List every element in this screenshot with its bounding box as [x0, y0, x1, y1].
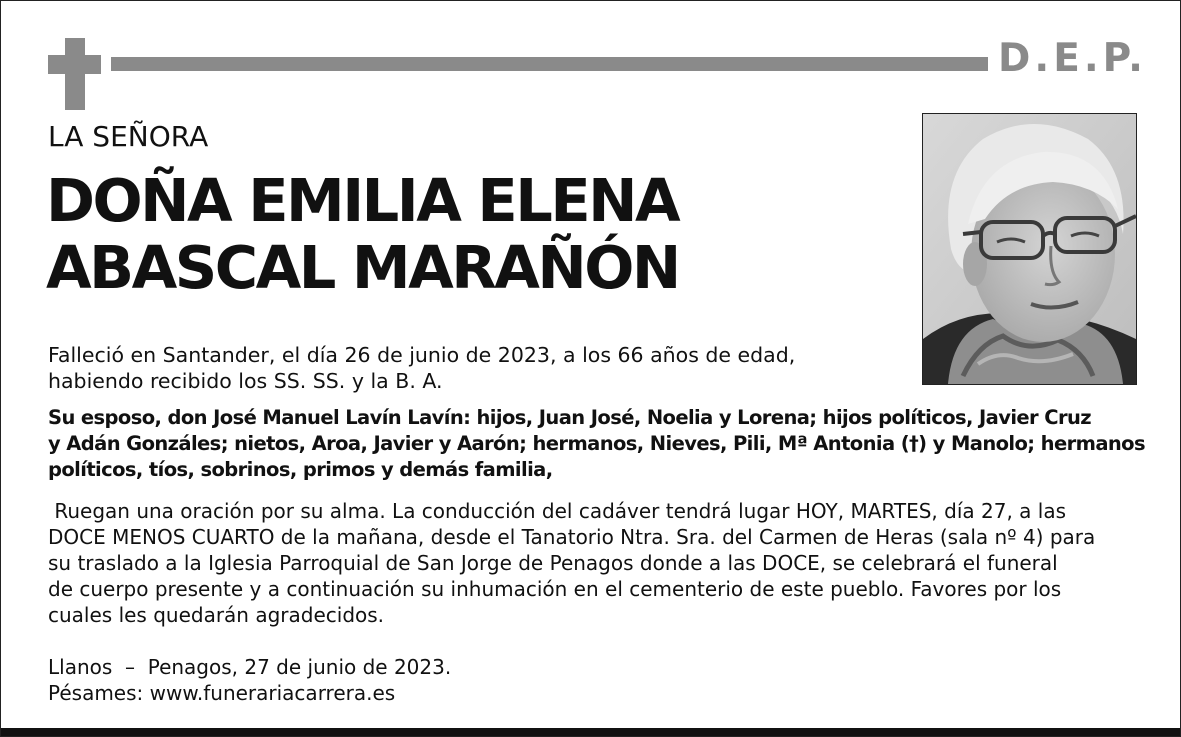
cross-vertical-bar	[65, 38, 85, 110]
death-notice	[48, 342, 795, 394]
place-date: Llanos – Penagos, 27 de junio de 2023.	[48, 655, 452, 679]
ceremony-details	[48, 498, 1095, 628]
death-notice-line: Falleció en Santander, el día 26 de junio de 2023, a los 66 años de edad,	[48, 343, 796, 367]
bottom-border	[1, 728, 1180, 736]
portrait-photo	[922, 113, 1137, 385]
ceremony-line: Ruegan una oración por su alma. La conducción del cadáver tendrá lugar HOY, MARTES, día 27, a las	[48, 499, 1066, 523]
dep-heading: D.E.P.	[998, 36, 1147, 81]
ceremony-line: su traslado a la Iglesia Parroquial de San Jorge de Penagos donde a las DOCE, se celebrará el funeral	[48, 551, 1058, 575]
name-line-2: ABASCAL MARAÑÓN	[46, 233, 679, 302]
portrait-illustration	[923, 114, 1136, 384]
family-line: políticos, tíos, sobrinos, primos y demás familia,	[48, 458, 553, 481]
ceremony-line: cuales les quedarán agradecidos.	[48, 603, 385, 627]
family-line: y Adán Gonzáles; nietos, Aroa, Javier y Aarón; hermanos, Nieves, Pili, Mª Antonia (†) y Manolo; hermanos	[48, 432, 1145, 455]
header-rule	[111, 57, 988, 71]
condolences-link: Pésames: www.funerariacarrera.es	[48, 681, 396, 705]
death-notice-line: habiendo recibido los SS. SS. y la B. A.	[48, 369, 443, 393]
ceremony-line: DOCE MENOS CUARTO de la mañana, desde el Tanatorio Ntra. Sra. del Carmen de Heras (sala nº 4) para	[48, 525, 1096, 549]
footer	[48, 654, 451, 706]
honorific: LA SEÑORA	[48, 120, 209, 153]
cross-horizontal-bar	[48, 55, 101, 74]
ceremony-line: de cuerpo presente y a continuación su inhumación en el cementerio de este pueblo. Favores por los	[48, 577, 1062, 601]
family-line: Su esposo, don José Manuel Lavín Lavín: hijos, Juan José, Noelia y Lorena; hijos políticos, Javier Cruz	[48, 406, 1092, 429]
family-list	[48, 405, 1145, 483]
deceased-name	[46, 167, 679, 301]
name-line-1: DOÑA EMILIA ELENA	[46, 166, 679, 235]
